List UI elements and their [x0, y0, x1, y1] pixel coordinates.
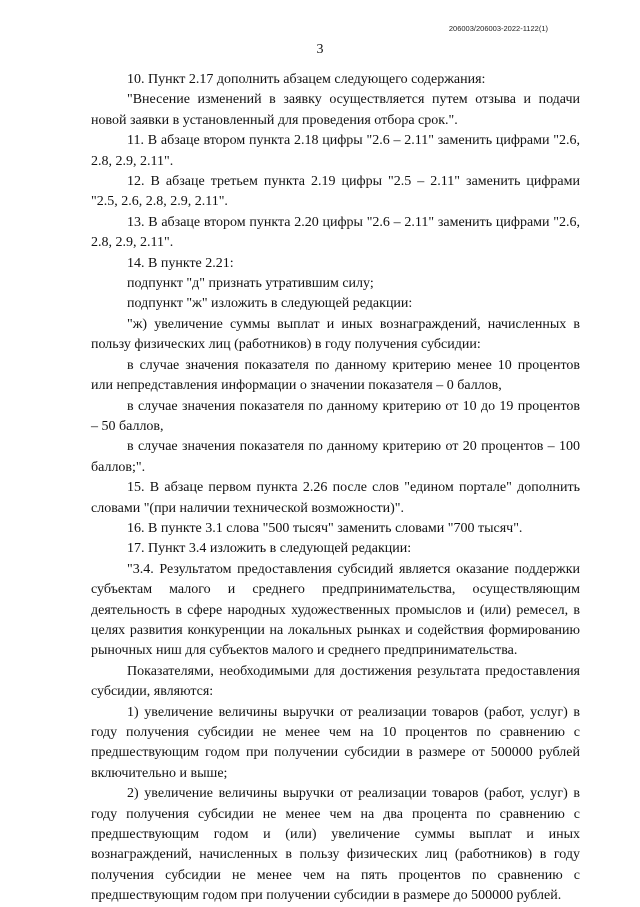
paragraph-17: Показателями, необходимыми для достижения результата предоставления субсидии, являются: [91, 663, 580, 700]
paragraph-11: в случае значения показателя по данному критерию от 10 до 19 процентов – 50 баллов, [91, 398, 580, 434]
paragraph-7: подпункт "д" признать утратившим силу; [127, 276, 374, 292]
paragraph-19: 2) увеличение величины выручки от реализации товаров (работ, услуг) в году получения субсидии не менее чем на два процента по сравнению с предшествующим годом и (или) увеличение суммы выплат и иных вознаграждений, начисленных в пользу физических лиц (работников) в году получения субсидии не менее чем на пять процентов по сравнению с предшествующим годом при получении субсидии в размере до 500000 рублей. [91, 786, 580, 904]
paragraph-10: в случае значения показателя по данному критерию менее 10 процентов или непредставления информации о значении показателя – 0 баллов, [91, 357, 580, 394]
paragraph-14: 16. В пункте 3.1 слова "500 тысяч" заменить словами "700 тысяч". [127, 520, 523, 536]
paragraph-4: 12. В абзаце третьем пункта 2.19 цифры "2.5 – 2.11" заменить цифрами "2.5, 2.6, 2.8, 2.9, 2.11". [91, 174, 580, 210]
paragraph-15: 17. Пункт 3.4 изложить в следующей редакции: [127, 541, 412, 557]
paragraph-13: 15. В абзаце первом пункта 2.26 после слов "едином портале" дополнить словами "(при наличии технической возможности)". [91, 480, 580, 516]
paragraph-6: 14. В пункте 2.21: [127, 255, 234, 271]
paragraph-18: 1) увеличение величины выручки от реализации товаров (работ, услуг) в году получения субсидии не менее чем на 10 процентов по сравнению с предшествующим годом при получении субсидии в размере от 500000 рублей включительно и выше; [91, 704, 580, 781]
paragraph-1: 10. Пункт 2.17 дополнить абзацем следующего содержания: [127, 72, 486, 87]
paragraph-3: 11. В абзаце втором пункта 2.18 цифры "2.6 – 2.11" заменить цифрами "2.6, 2.8, 2.9, 2.11". [91, 133, 580, 169]
paragraph-9: "ж) увеличение суммы выплат и иных вознаграждений, начисленных в пользу физических лиц (работников) в году получения субсидии: [91, 316, 580, 353]
page-number: 3 [316, 42, 324, 57]
paragraph-5: 13. В абзаце втором пункта 2.20 цифры "2.6 – 2.11" заменить цифрами "2.6, 2.8, 2.9, 2.11". [91, 214, 580, 251]
paragraph-8: подпункт "ж" изложить в следующей редакции: [127, 296, 413, 312]
document-body [91, 70, 580, 907]
paragraph-16: "3.4. Результатом предоставления субсидий является оказание поддержки субъектам малого и среднего предпринимательства, осуществляющим деятельность в сфере народных художественных промыслов и (или) ремесел, в целях развития конкуренции на локальных рынках и содействия формированию рыночных ниш для субъектов малого и среднего предпринимательства. [91, 561, 580, 659]
document-code: 206003/206003-2022-1122(1) [448, 24, 548, 33]
paragraph-12: в случае значения показателя по данному критерию от 20 процентов – 100 баллов;". [91, 439, 580, 475]
paragraph-2: "Внесение изменений в заявку осуществляется путем отзыва и подачи новой заявки в установленный для проведения отбора срок.". [91, 92, 580, 128]
